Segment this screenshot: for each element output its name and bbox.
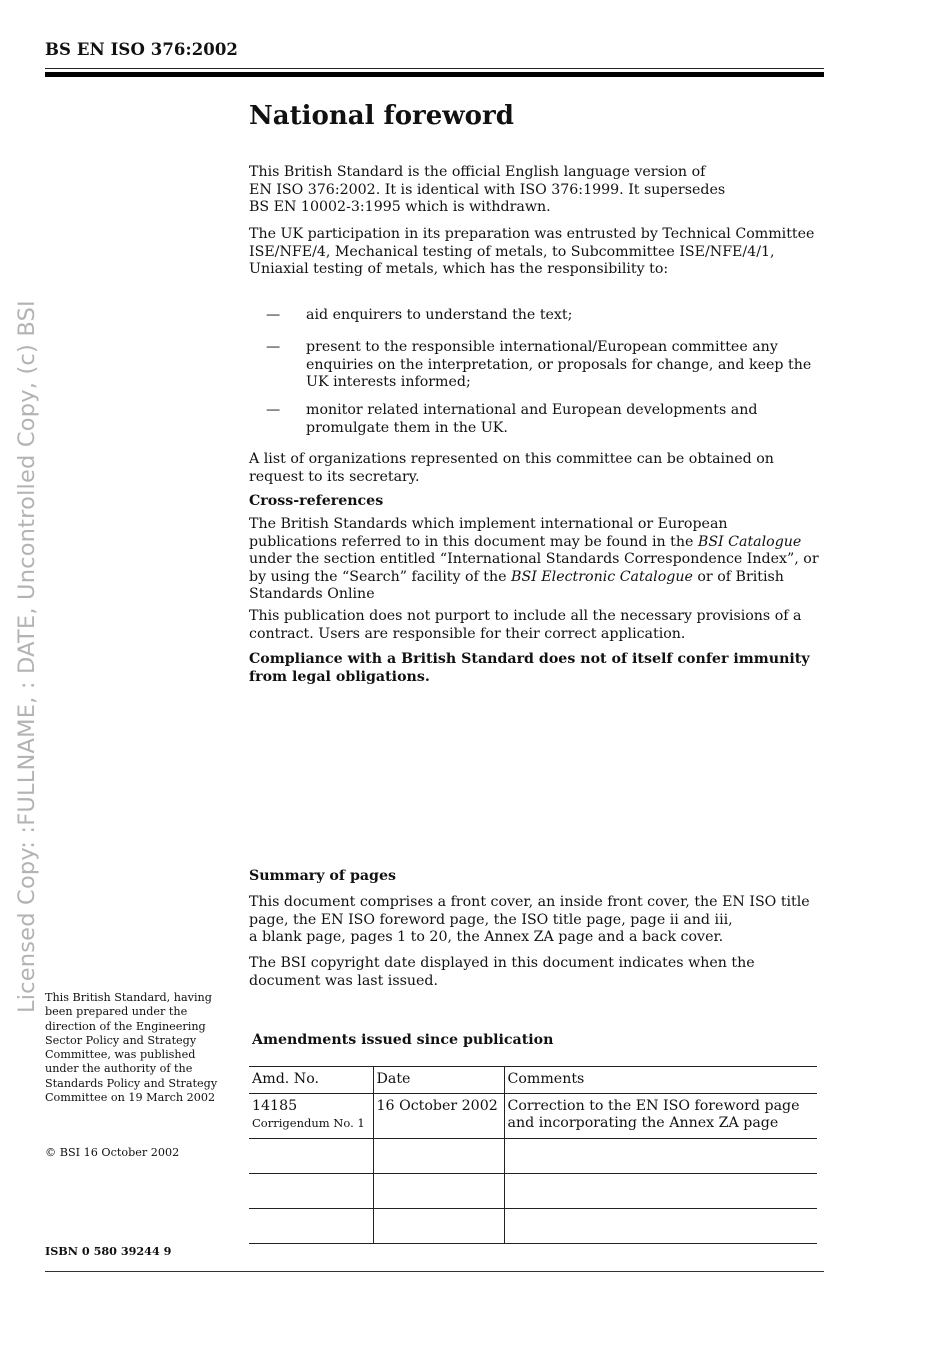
summary-of-pages-heading: Summary of pages	[249, 868, 396, 884]
text-line: This British Standard is the official English language version of	[249, 164, 706, 180]
text-line: The British Standards which implement international or European	[249, 516, 728, 532]
amendments-table	[249, 1066, 817, 1244]
amendments-title: Amendments issued since publication	[252, 1032, 554, 1048]
text-line: Sector Policy and Strategy	[45, 1033, 197, 1047]
bsi-electronic-catalogue-title: BSI Electronic Catalogue	[511, 568, 693, 585]
text-line	[249, 534, 825, 552]
publication-note	[45, 991, 230, 1105]
list-item	[306, 339, 826, 392]
table-row-empty	[249, 1208, 817, 1243]
text-line: and incorporating the Annex ZA page	[507, 1115, 779, 1132]
text-line: enquiries on the interpretation, or proposals for change, and keep the	[306, 356, 812, 373]
cross-references-heading: Cross-references	[249, 493, 384, 509]
text-line: This publication does not purport to include all the necessary provisions of a	[249, 608, 802, 624]
list-item	[306, 307, 826, 325]
text-line: from legal obligations.	[249, 668, 430, 685]
list-dash: —	[266, 339, 281, 355]
text-line: This document comprises a front cover, an inside front cover, the EN ISO title	[249, 894, 810, 910]
text-line: under the authority of the	[45, 1062, 193, 1076]
empty-cell	[504, 1173, 817, 1208]
text-span: publications referred to in this document may be found in the	[249, 533, 698, 550]
empty-cell	[373, 1173, 504, 1208]
text-line: document was last issued.	[249, 972, 439, 989]
compliance-statement	[249, 651, 825, 686]
empty-cell	[504, 1208, 817, 1243]
column-header-comments: Comments	[504, 1067, 817, 1094]
intro-paragraph-1	[249, 164, 825, 217]
column-header-amd-no: Amd. No.	[249, 1067, 373, 1094]
list-dash: —	[266, 402, 281, 418]
text-line: a blank page, pages 1 to 20, the Annex ZA page and a back cover.	[249, 929, 724, 946]
text-line: This British Standard, having	[45, 991, 212, 1004]
text-line: UK interests informed;	[306, 374, 471, 391]
table-row-empty	[249, 1173, 817, 1208]
text-line: The BSI copyright date displayed in this document indicates when the	[249, 955, 755, 971]
isbn: ISBN 0 580 39244 9	[45, 1244, 172, 1258]
table-row-empty	[249, 1138, 817, 1173]
text-span: by using the “Search” facility of the	[249, 568, 512, 585]
text-line	[249, 569, 825, 587]
copyright-notice: © BSI 16 October 2002	[45, 1146, 180, 1159]
list-item	[306, 402, 826, 437]
date-cell: 16 October 2002	[373, 1093, 504, 1138]
text-line: Compliance with a British Standard does not of itself confer immunity	[249, 651, 810, 667]
empty-cell	[249, 1208, 373, 1243]
text-line: monitor related international and European developments and	[306, 402, 758, 418]
text-line: ISE/NFE/4, Mechanical testing of metals, to Subcommittee ISE/NFE/4/1,	[249, 243, 775, 260]
empty-cell	[249, 1138, 373, 1173]
empty-cell	[373, 1138, 504, 1173]
document-header-id: BS EN ISO 376:2002	[45, 40, 239, 59]
page-title: National foreword	[249, 101, 514, 131]
text-line: Standards Online	[249, 586, 375, 603]
text-line: A list of organizations represented on this committee can be obtained on	[249, 451, 774, 467]
text-line: EN ISO 376:2002. It is identical with ISO 376:1999. It supersedes	[249, 181, 726, 198]
intro-paragraph-2	[249, 226, 825, 279]
header-rule-thick	[45, 72, 824, 77]
text-line: present to the responsible international/European committee any	[306, 339, 778, 355]
empty-cell	[249, 1173, 373, 1208]
comments-cell	[504, 1093, 817, 1138]
list-dash: —	[266, 307, 281, 323]
committee-list-paragraph	[249, 451, 825, 486]
table-row	[249, 1093, 817, 1138]
summary-of-pages-paragraph	[249, 894, 825, 947]
empty-cell	[373, 1208, 504, 1243]
empty-cell	[504, 1138, 817, 1173]
text-line: request to its secretary.	[249, 468, 420, 485]
amd-no: 14185	[252, 1097, 298, 1114]
amd-sub: Corrigendum No. 1	[252, 1116, 365, 1131]
text-line: Correction to the EN ISO foreword page	[507, 1097, 800, 1114]
bsi-catalogue-title: BSI Catalogue	[697, 533, 802, 550]
text-line: The UK participation in its preparation was entrusted by Technical Committee	[249, 226, 815, 242]
text-line: Standards Policy and Strategy	[45, 1076, 218, 1090]
text-span: or of British	[692, 568, 784, 585]
license-watermark: Licensed Copy: :FULLNAME, : DATE, Uncontrolled Copy, (c) BSI	[14, 300, 40, 1013]
text-line: Committee on 19 March 2002	[45, 1091, 216, 1105]
text-line: Committee, was published	[45, 1048, 196, 1062]
disclaimer-paragraph	[249, 608, 825, 643]
text-line: been prepared under the	[45, 1005, 188, 1019]
copyright-date-paragraph	[249, 955, 825, 990]
text-line: under the section entitled “International Standards Correspondence Index”, or	[249, 551, 819, 568]
text-line: contract. Users are responsible for their correct application.	[249, 625, 686, 642]
text-line: BS EN 10002-3:1995 which is withdrawn.	[249, 199, 551, 216]
text-line: direction of the Engineering	[45, 1019, 206, 1033]
table-header-row	[249, 1067, 817, 1094]
text-line: aid enquirers to understand the text;	[306, 307, 573, 323]
column-header-date: Date	[373, 1067, 504, 1094]
text-line: Uniaxial testing of metals, which has the responsibility to:	[249, 261, 669, 278]
amd-no-cell	[249, 1093, 373, 1138]
header-rule-thin	[45, 68, 824, 69]
text-line: promulgate them in the UK.	[306, 419, 508, 436]
footer-rule	[45, 1271, 824, 1272]
text-line: page, the EN ISO foreword page, the ISO title page, page ii and iii,	[249, 911, 733, 928]
cross-references-paragraph	[249, 516, 825, 604]
